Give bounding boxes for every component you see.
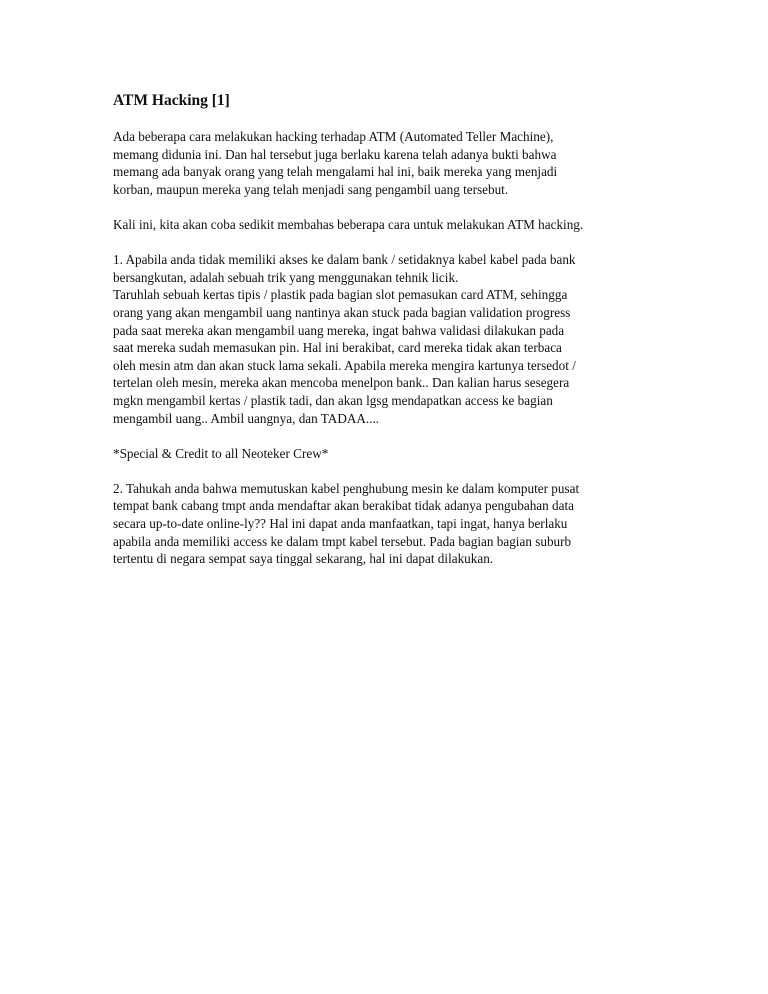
text-line: Ada beberapa cara melakukan hacking terhadap ATM (Automated Teller Machine), — [113, 129, 554, 144]
text-line: bersangkutan, adalah sebuah trik yang menggunakan tehnik licik. — [113, 269, 459, 285]
text-line: tempat bank cabang tmpt anda mendaftar akan berakibat tidak adanya pengubahan data — [113, 498, 574, 514]
text-line: mengambil uang.. Ambil uangnya, dan TADAA.... — [113, 410, 380, 426]
text-line: secara up-to-date online-ly?? Hal ini dapat anda manfaatkan, tapi ingat, hanya berlaku — [113, 516, 568, 532]
document-title: ATM Hacking [1] — [113, 92, 230, 109]
text-line: memang ada banyak orang yang telah mengalami hal ini, baik mereka yang menjadi — [113, 164, 558, 180]
text-line: saat mereka sudah memasukan pin. Hal ini berakibat, card mereka tidak akan terbaca — [113, 340, 562, 356]
text-line: mgkn mengambil kertas / plastik tadi, dan akan lgsg mendapatkan access ke bagian — [113, 392, 553, 408]
paragraph-intro — [113, 128, 673, 198]
text-line: pada saat mereka akan mengambil uang mereka, ingat bahwa validasi dilakukan pada — [113, 322, 565, 338]
text-line: oleh mesin atm dan akan stuck lama sekali. Apabila mereka mengira kartunya tersedot / — [113, 357, 576, 373]
paragraph-topic — [113, 216, 673, 234]
text-line: 1. Apabila anda tidak memiliki akses ke dalam bank / setidaknya kabel kabel pada bank — [113, 252, 576, 268]
text-line: tertelan oleh mesin, mereka akan mencoba menelpon bank.. Dan kalian harus sesegera — [113, 375, 570, 391]
paragraph-method-1 — [113, 251, 673, 427]
paragraph-credit — [113, 445, 673, 463]
text-line: 2. Tahukah anda bahwa memutuskan kabel penghubung mesin ke dalam komputer pusat — [113, 480, 580, 496]
document-body — [113, 92, 673, 585]
text-line: memang didunia ini. Dan hal tersebut juga berlaku karena telah adanya bukti bahwa — [113, 146, 557, 162]
text-line: Kali ini, kita akan coba sedikit membahas beberapa cara untuk melakukan ATM hacking. — [113, 216, 584, 232]
text-line: korban, maupun mereka yang telah menjadi sang pengambil uang tersebut. — [113, 181, 509, 197]
text-line: orang yang akan mengambil uang nantinya akan stuck pada bagian validation progress — [113, 304, 571, 320]
paragraph-method-2 — [113, 480, 673, 568]
text-line: *Special & Credit to all Neoteker Crew* — [113, 445, 329, 461]
text-line: Taruhlah sebuah kertas tipis / plastik pada bagian slot pemasukan card ATM, sehingga — [113, 287, 568, 303]
text-line: apabila anda memiliki access ke dalam tmpt kabel tersebut. Pada bagian bagian suburb — [113, 533, 572, 549]
text-line: tertentu di negara sempat saya tinggal sekarang, hal ini dapat dilakukan. — [113, 551, 494, 567]
